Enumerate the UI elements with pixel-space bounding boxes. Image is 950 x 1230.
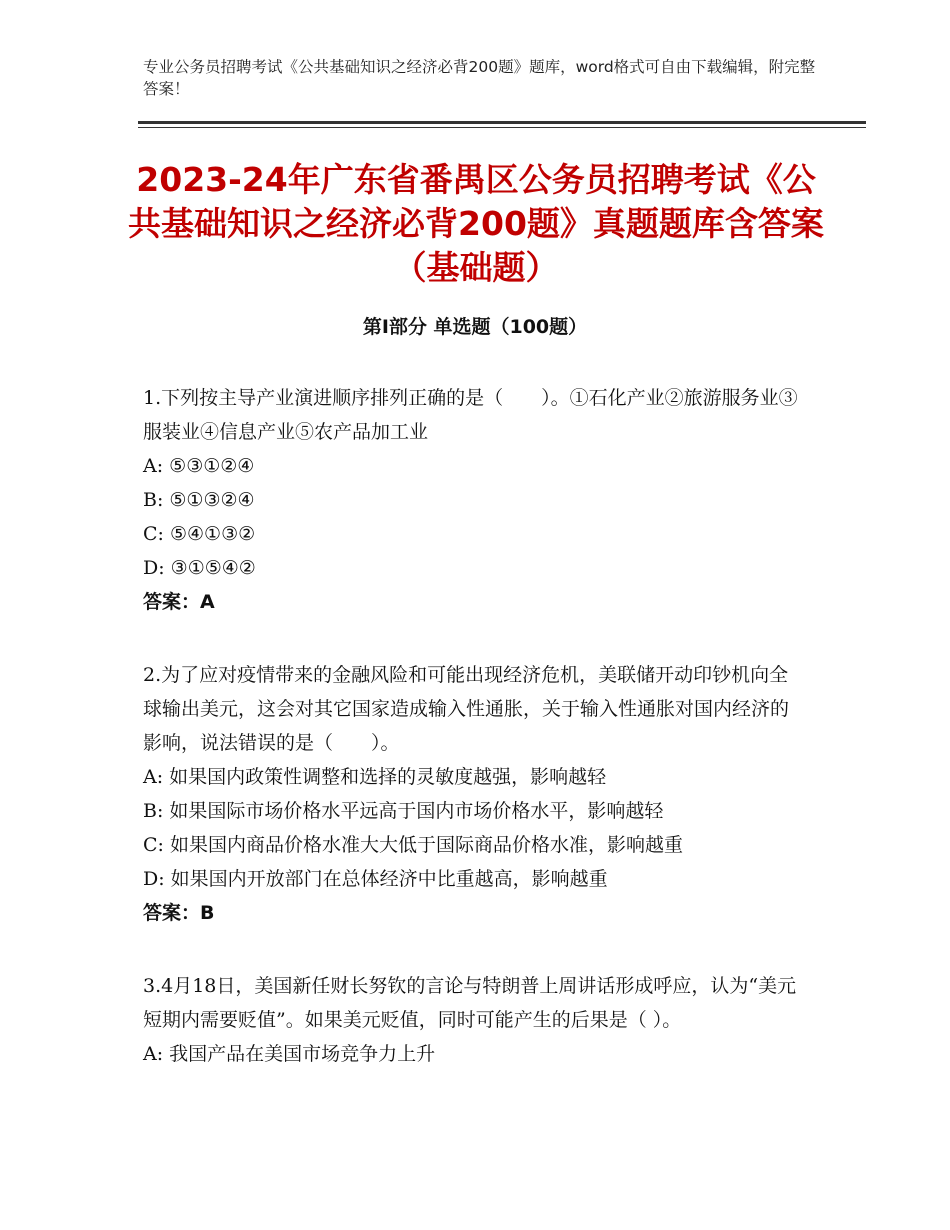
page-header: 专业公务员招聘考试《公共基础知识之经济必背200题》题库，word格式可自由下载编辑，附完整答案！ — [143, 58, 816, 98]
option-c: C: ⑤④①③② — [143, 523, 256, 545]
option-a: A: 如果国内政策性调整和选择的灵敏度越强，影响越轻 — [143, 766, 607, 788]
option-a: A: 我国产品在美国市场竞争力上升 — [143, 1043, 436, 1065]
answer: 答案：A — [143, 591, 215, 613]
document-title: 2023-24年广东省番禺区公务员招聘考试《公共基础知识之经济必背200题》真题题库含答案（基础题） — [128, 160, 824, 287]
question-stem: 2.为了应对疫情带来的金融风险和可能出现经济危机，美联储开动印钞机向全球输出美元，这会对其它国家造成输入性通胀，关于输入性通胀对国内经济的影响，说法错误的是（ ）。 — [143, 664, 790, 754]
question-list — [143, 381, 805, 1110]
option-d: D: ③①⑤④② — [143, 557, 256, 579]
option-b: B: 如果国际市场价格水平远高于国内市场价格水平，影响越轻 — [143, 800, 664, 822]
header-divider — [138, 121, 866, 124]
question-2 — [143, 658, 805, 930]
option-b: B: ⑤①③②④ — [143, 489, 255, 511]
question-1 — [143, 381, 805, 619]
question-stem: 3.4月18日，美国新任财长努钦的言论与特朗普上周讲话形成呼应，认为“美元短期内需要贬值”。如果美元贬值，同时可能产生的后果是（ ）。 — [143, 975, 797, 1031]
option-a: A: ⑤③①②④ — [143, 455, 255, 477]
section-title: 第Ⅰ部分 单选题（100题） — [362, 316, 588, 338]
question-3 — [143, 969, 805, 1071]
header-divider-thin — [138, 127, 866, 128]
answer: 答案：B — [143, 902, 215, 924]
option-d: D: 如果国内开放部门在总体经济中比重越高，影响越重 — [143, 868, 608, 890]
option-c: C: 如果国内商品价格水准大大低于国际商品价格水准，影响越重 — [143, 834, 683, 856]
question-stem: 1.下列按主导产业演进顺序排列正确的是（ ）。①石化产业②旅游服务业③服装业④信息产业⑤农产品加工业 — [143, 387, 798, 443]
